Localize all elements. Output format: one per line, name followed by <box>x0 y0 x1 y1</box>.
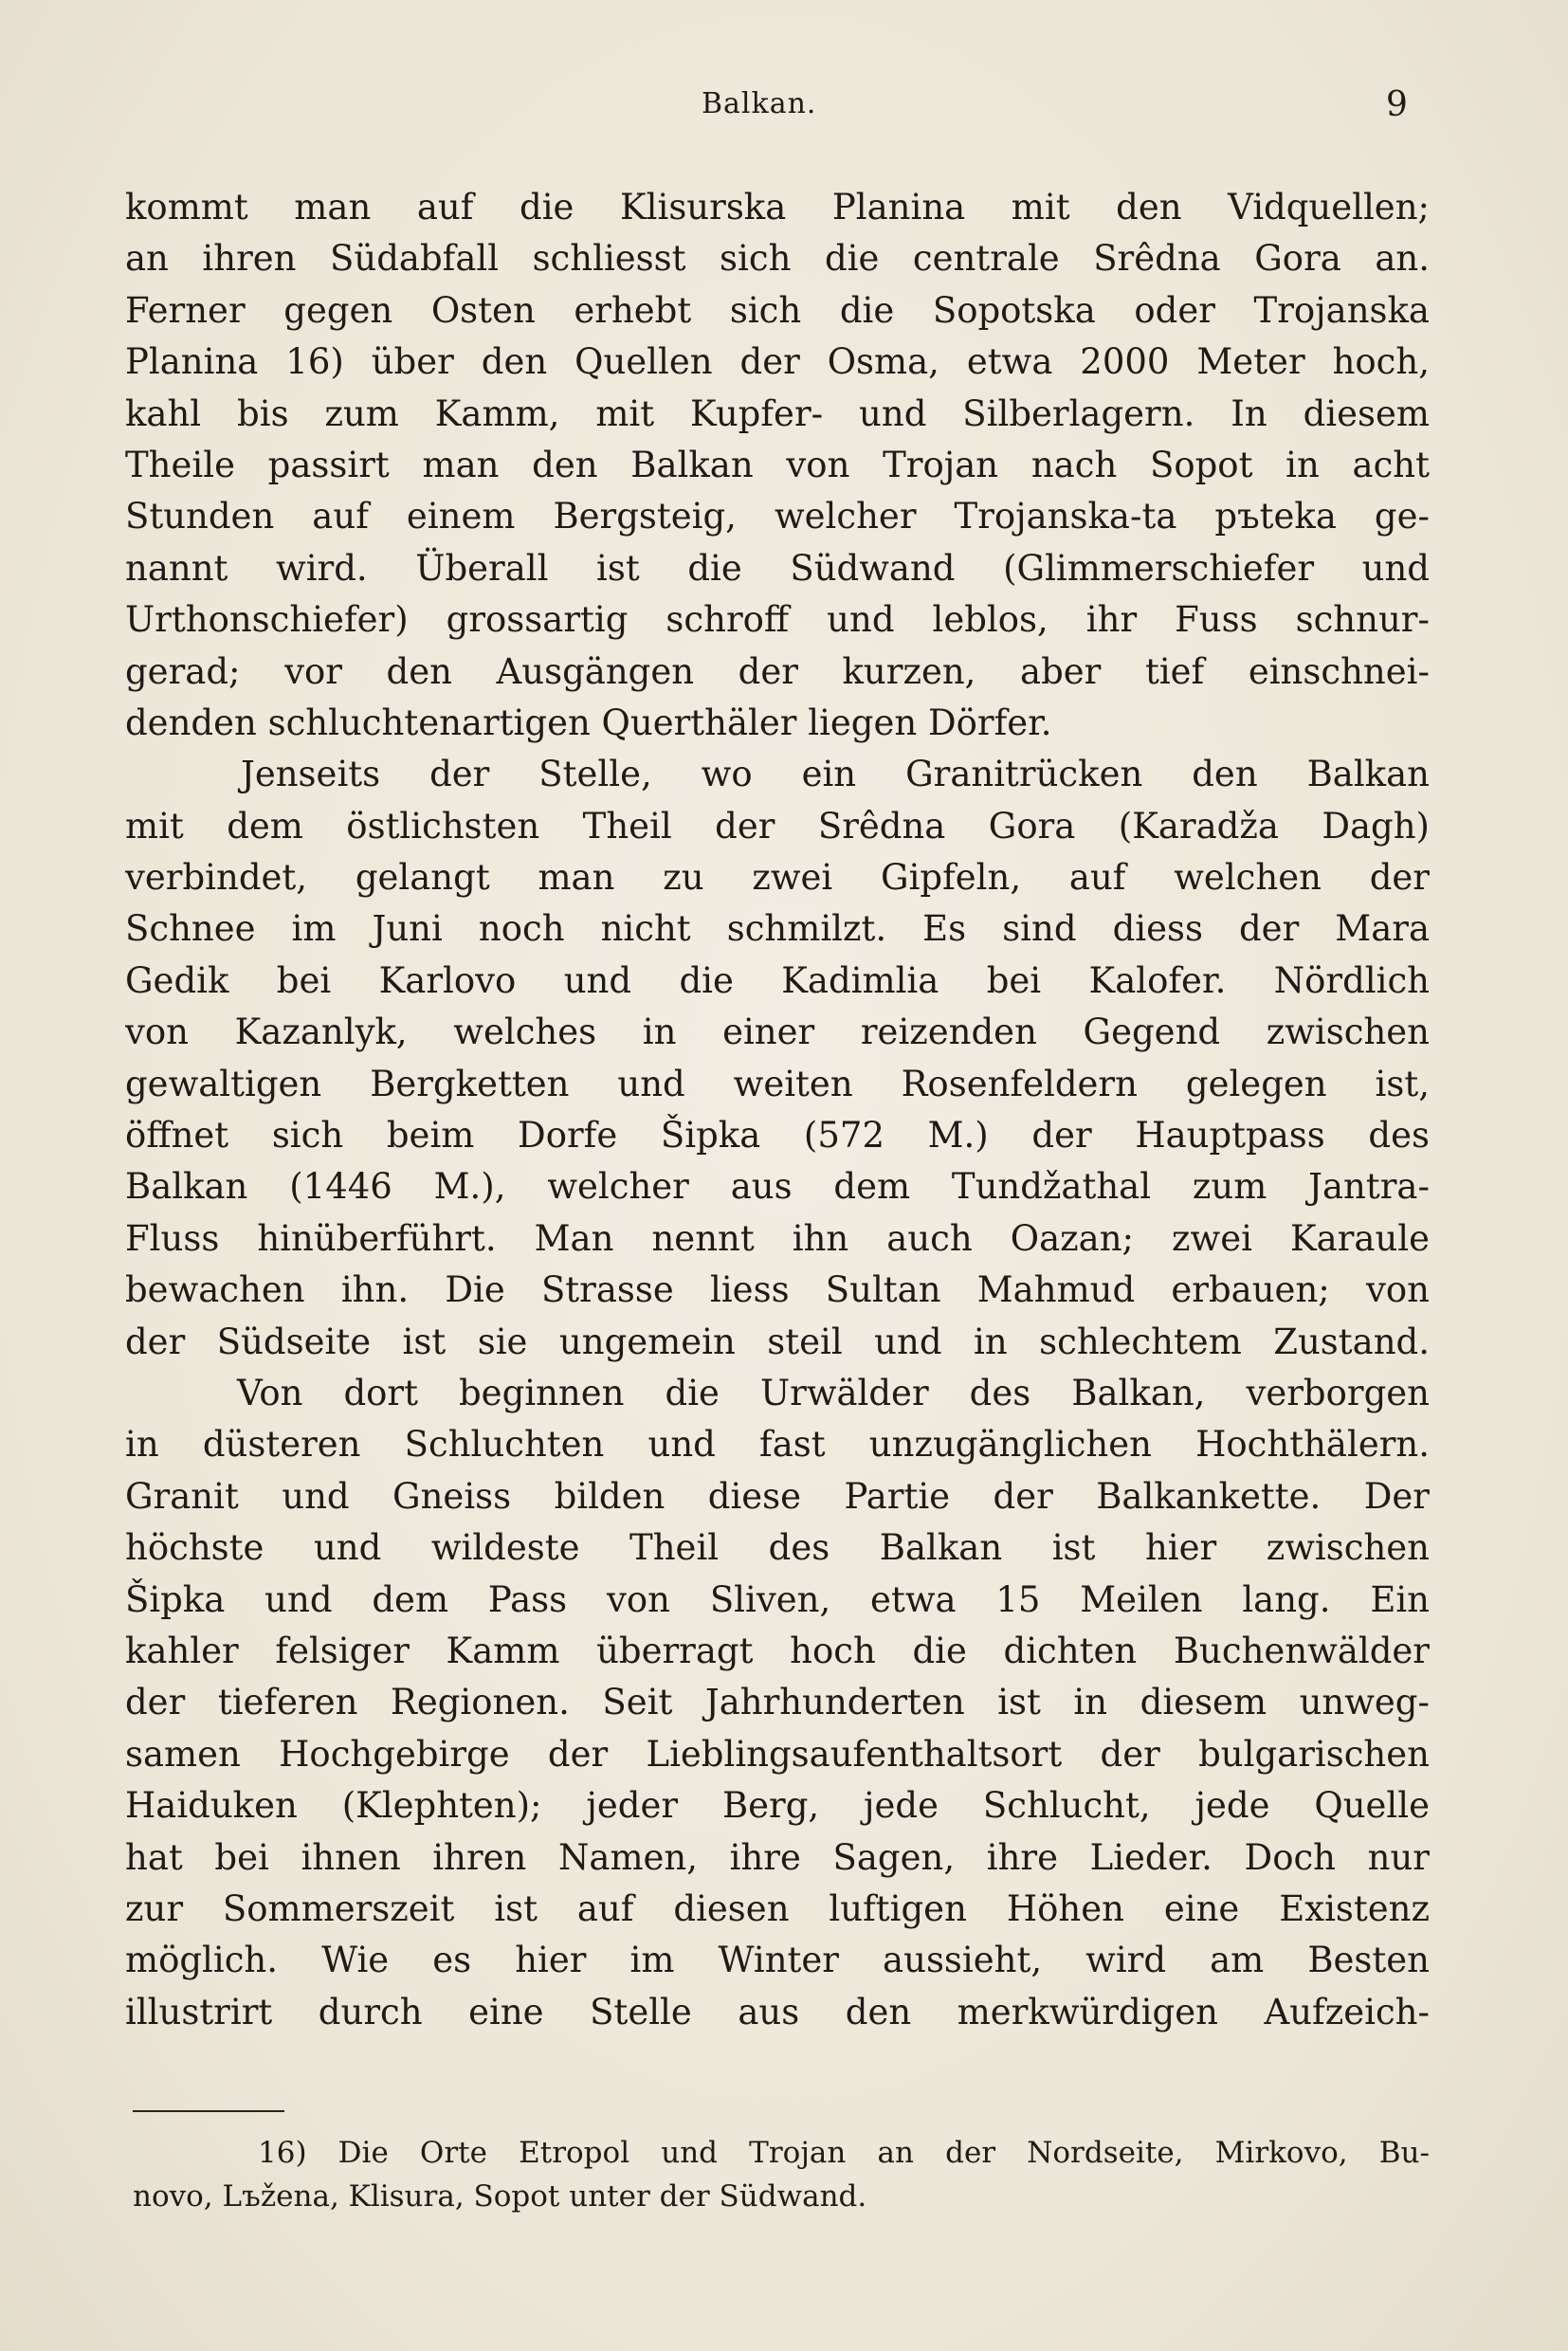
text-line: Haiduken (Klephten); jeder Berg, jede Schlucht, jede Quelle <box>125 1785 1430 1827</box>
footnote-line: novo, Lъžena, Klisura, Sopot unter der Südwand. <box>133 2179 867 2214</box>
text-line: Fluss hinüberführt. Man nennt ihn auch Oazan; zwei Karaule <box>125 1217 1430 1259</box>
text-line: Stunden auf einem Bergsteig, welcher Trojanska-ta pъteka ge- <box>125 496 1430 538</box>
text-line: der tieferen Regionen. Seit Jahrhunderten ist in diesem unweg- <box>125 1682 1430 1723</box>
text-line: gewaltigen Bergketten und weiten Rosenfeldern gelegen ist, <box>125 1063 1430 1104</box>
text-line: nannt wird. Überall ist die Südwand (Glimmerschiefer und <box>125 547 1430 589</box>
footnotes <box>133 2131 1430 2218</box>
text-line: Granit und Gneiss bilden diese Partie der Balkankette. Der <box>125 1475 1430 1517</box>
text-line: Urthonschiefer) grossartig schroff und leblos, ihr Fuss schnur- <box>125 599 1430 641</box>
page-number: 9 <box>1386 85 1408 124</box>
text-line: in düsteren Schluchten und fast unzugänglichen Hochthälern. <box>125 1424 1430 1466</box>
text-line: Šipka und dem Pass von Sliven, etwa 15 Meilen lang. Ein <box>125 1578 1430 1620</box>
text-line: kahl bis zum Kamm, mit Kupfer- und Silberlagern. In diesem <box>125 392 1430 434</box>
text-line: an ihren Südabfall schliesst sich die centrale Srêdna Gora an. <box>125 238 1430 280</box>
text-line: kommt man auf die Klisurska Planina mit den Vidquellen; <box>125 187 1430 228</box>
paragraph-start-line: Von dort beginnen die Urwälder des Balkan, verborgen <box>237 1372 1430 1413</box>
body-text <box>125 182 1430 2038</box>
text-line: Ferner gegen Osten erhebt sich die Sopotska oder Trojanska <box>125 289 1430 331</box>
text-line: Planina 16) über den Quellen der Osma, etwa 2000 Meter hoch, <box>125 341 1430 383</box>
text-line: höchste und wildeste Theil des Balkan ist hier zwischen <box>125 1527 1430 1569</box>
text-line: samen Hochgebirge der Lieblingsaufenthaltsort der bulgarischen <box>125 1733 1430 1775</box>
paragraph-end-line: denden schluchtenartigen Querthäler liegen Dörfer. <box>125 702 1052 743</box>
running-head <box>0 87 1568 125</box>
text-line: gerad; vor den Ausgängen der kurzen, aber tief einschnei- <box>125 650 1430 692</box>
running-head-title: Balkan. <box>702 87 817 120</box>
text-line: von Kazanlyk, welches in einer reizenden Gegend zwischen <box>125 1011 1430 1053</box>
footnote-separator-rule <box>133 2110 284 2112</box>
text-line: Schnee im Juni noch nicht schmilzt. Es sind diess der Mara <box>125 908 1430 950</box>
text-line: zur Sommerszeit ist auf diesen luftigen Höhen eine Existenz <box>125 1887 1430 1929</box>
paragraph-end-line: der Südseite ist sie ungemein steil und in schlechtem Zustand. <box>125 1321 1430 1362</box>
text-line: mit dem östlichsten Theil der Srêdna Gora (Karadža Dagh) <box>125 805 1430 847</box>
paragraph-start-line: Jenseits der Stelle, wo ein Granitrücken den Balkan <box>241 754 1430 795</box>
text-line: öffnet sich beim Dorfe Šipka (572 M.) der Hauptpass des <box>125 1115 1430 1157</box>
text-line: illustrirt durch eine Stelle aus den merkwürdigen Aufzeich- <box>125 1991 1430 2032</box>
text-line: Gedik bei Karlovo und die Kadimlia bei Kalofer. Nördlich <box>125 959 1430 1001</box>
text-line: Theile passirt man den Balkan von Trojan nach Sopot in acht <box>125 444 1430 485</box>
text-line: möglich. Wie es hier im Winter aussieht, wird am Besten <box>125 1940 1430 1981</box>
text-line: Balkan (1446 M.), welcher aus dem Tundžathal zum Jantra- <box>125 1166 1430 1208</box>
footnote-line: 16) Die Orte Etropol und Trojan an der Nordseite, Mirkovo, Bu- <box>258 2136 1430 2170</box>
text-line: kahler felsiger Kamm überragt hoch die dichten Buchenwälder <box>125 1630 1430 1671</box>
text-line: hat bei ihnen ihren Namen, ihre Sagen, ihre Lieder. Doch nur <box>125 1836 1430 1878</box>
text-line: verbindet, gelangt man zu zwei Gipfeln, auf welchen der <box>125 857 1430 899</box>
text-line: bewachen ihn. Die Strasse liess Sultan Mahmud erbauen; von <box>125 1269 1430 1311</box>
